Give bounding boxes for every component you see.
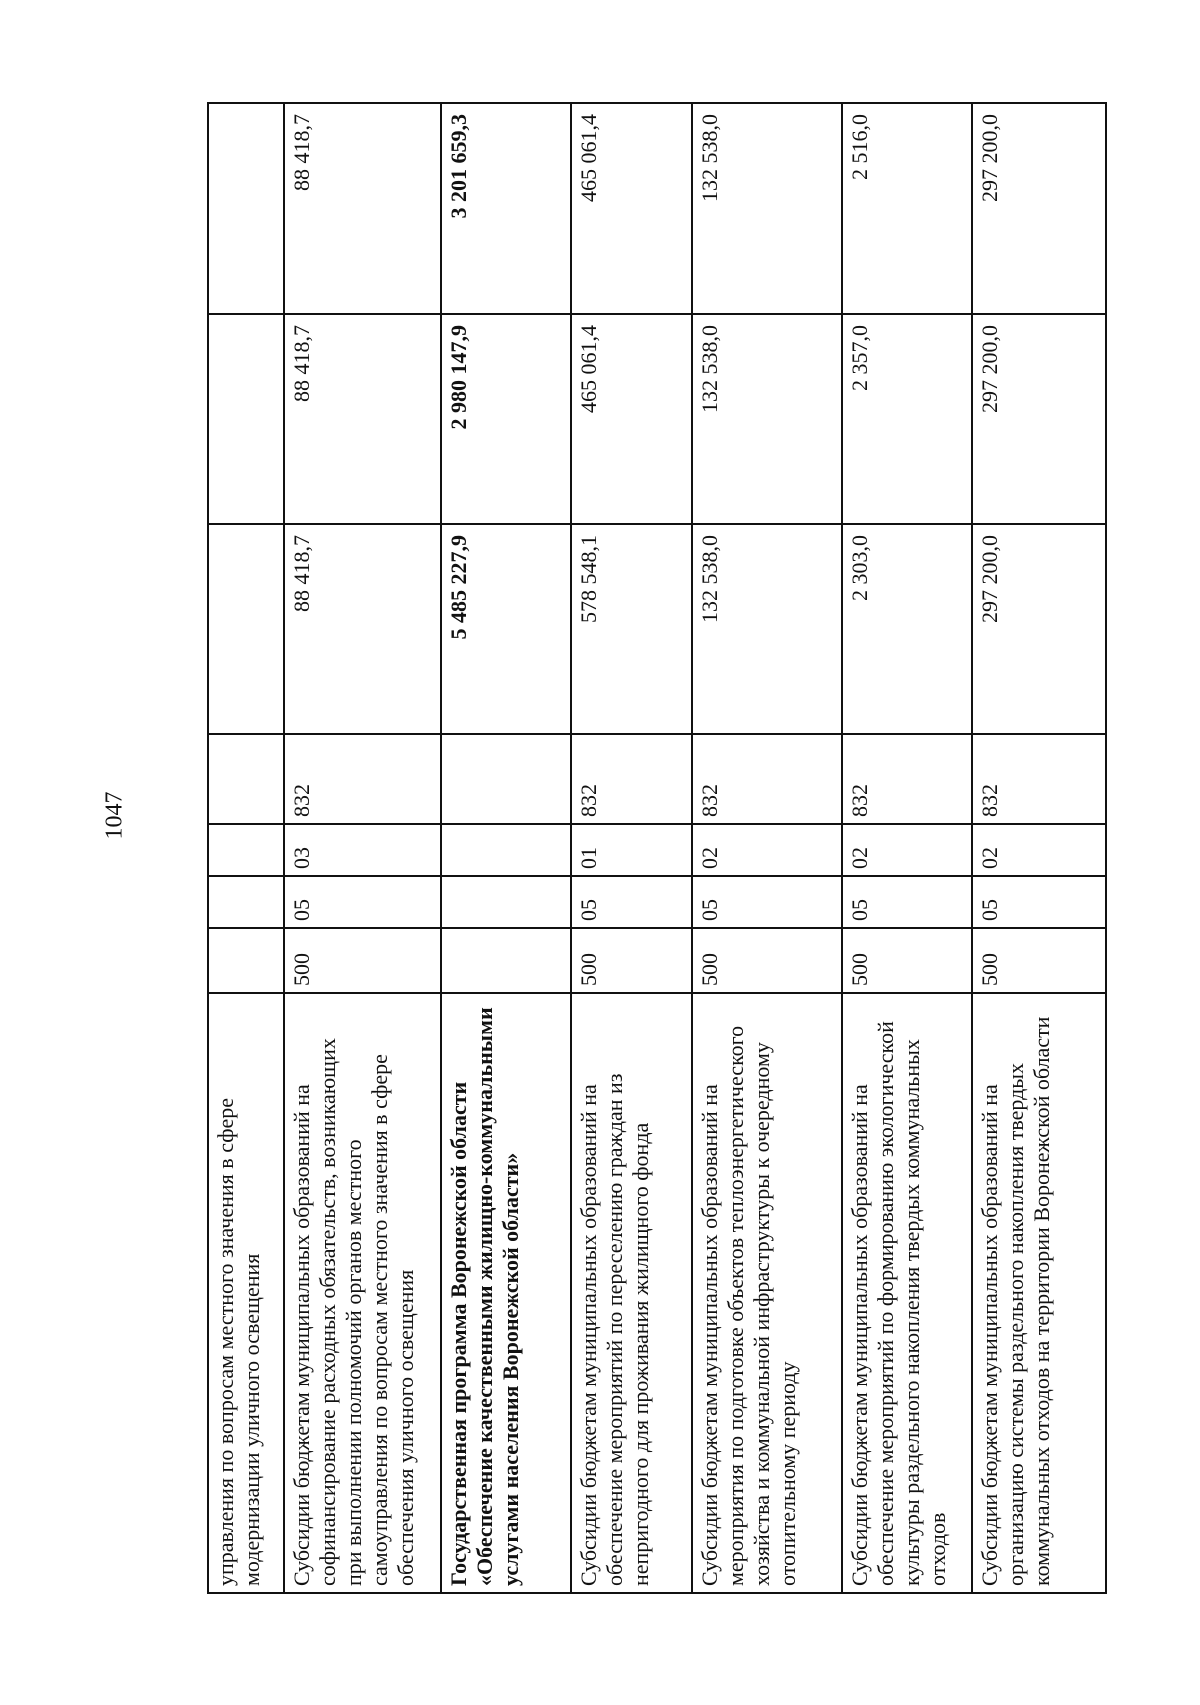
row-grbs-cell	[441, 928, 571, 993]
row-year1-cell: 88 418,7	[284, 524, 441, 734]
row-year2-cell	[208, 314, 284, 524]
row-subsection-cell: 02	[972, 824, 1106, 876]
row-grbs-cell	[208, 928, 284, 993]
row-grbs-cell: 500	[842, 928, 972, 993]
row-year2-cell: 297 200,0	[972, 314, 1106, 524]
budget-table-container	[207, 104, 1107, 1594]
row-section-cell: 05	[571, 876, 692, 928]
table-body	[208, 103, 1106, 1593]
row-expense-type-cell	[441, 734, 571, 824]
row-expense-type-cell: 832	[284, 734, 441, 824]
row-expense-type-cell	[208, 734, 284, 824]
row-section-cell: 05	[284, 876, 441, 928]
budget-table	[207, 102, 1107, 1594]
row-grbs-cell: 500	[284, 928, 441, 993]
row-name-cell: Субсидии бюджетам муниципальных образований на мероприятия по подготовке объектов теплоэнергетического хозяйства и коммунальной инфраструктуры к очередному отопительному периоду	[692, 993, 841, 1593]
table-row	[692, 103, 841, 1593]
table-row	[208, 103, 284, 1593]
row-year2-cell: 2 980 147,9	[441, 314, 571, 524]
row-name-cell: Субсидии бюджетам муниципальных образований на софинансирование расходных обязательств, возникающих при выполнении полномочий органов местного самоуправления по вопросам местного значения в сфере обеспечения уличного освещения	[284, 993, 441, 1593]
table-row	[842, 103, 972, 1593]
row-year3-cell: 2 516,0	[842, 103, 972, 314]
row-year1-cell	[208, 524, 284, 734]
row-year1-cell: 297 200,0	[972, 524, 1106, 734]
row-grbs-cell: 500	[692, 928, 841, 993]
table-row	[972, 103, 1106, 1593]
row-year3-cell: 88 418,7	[284, 103, 441, 314]
row-section-cell: 05	[842, 876, 972, 928]
row-name-cell: Государственная программа Воронежской области «Обеспечение качественными жилищно-коммунальными услугами населения Воронежской области»	[441, 993, 571, 1593]
row-section-cell	[441, 876, 571, 928]
row-subsection-cell: 03	[284, 824, 441, 876]
row-year2-cell: 2 357,0	[842, 314, 972, 524]
table-row	[441, 103, 571, 1593]
row-subsection-cell: 02	[842, 824, 972, 876]
row-year3-cell: 3 201 659,3	[441, 103, 571, 314]
row-name-cell: Субсидии бюджетам муниципальных образований на организацию системы раздельного накопления твердых коммунальных отходов на территории Воронежской области	[972, 993, 1106, 1593]
row-expense-type-cell: 832	[972, 734, 1106, 824]
row-name-cell: Субсидии бюджетам муниципальных образований на обеспечение мероприятий по формированию экологической культуры раздельного накопления твердых коммунальных отходов	[842, 993, 972, 1593]
row-name-cell: Субсидии бюджетам муниципальных образований на обеспечение мероприятий по переселению граждан из непригодного для проживания жилищного фонда	[571, 993, 692, 1593]
row-grbs-cell: 500	[972, 928, 1106, 993]
row-name-cell: управления по вопросам местного значения в сфере модернизации уличного освещения	[208, 993, 284, 1593]
row-subsection-cell: 01	[571, 824, 692, 876]
table-row	[284, 103, 441, 1593]
row-subsection-cell: 02	[692, 824, 841, 876]
row-year1-cell: 132 538,0	[692, 524, 841, 734]
row-section-cell: 05	[972, 876, 1106, 928]
row-year2-cell: 465 061,4	[571, 314, 692, 524]
row-year2-cell: 88 418,7	[284, 314, 441, 524]
row-year3-cell: 297 200,0	[972, 103, 1106, 314]
row-year1-cell: 5 485 227,9	[441, 524, 571, 734]
row-subsection-cell	[441, 824, 571, 876]
row-expense-type-cell: 832	[571, 734, 692, 824]
row-expense-type-cell: 832	[842, 734, 972, 824]
row-section-cell	[208, 876, 284, 928]
page-number: 1047	[101, 791, 128, 840]
row-year2-cell: 132 538,0	[692, 314, 841, 524]
row-year3-cell: 465 061,4	[571, 103, 692, 314]
row-grbs-cell: 500	[571, 928, 692, 993]
row-year1-cell: 578 548,1	[571, 524, 692, 734]
row-section-cell: 05	[692, 876, 841, 928]
table-row	[571, 103, 692, 1593]
row-year3-cell: 132 538,0	[692, 103, 841, 314]
row-expense-type-cell: 832	[692, 734, 841, 824]
row-year1-cell: 2 303,0	[842, 524, 972, 734]
row-year3-cell	[208, 103, 284, 314]
row-subsection-cell	[208, 824, 284, 876]
